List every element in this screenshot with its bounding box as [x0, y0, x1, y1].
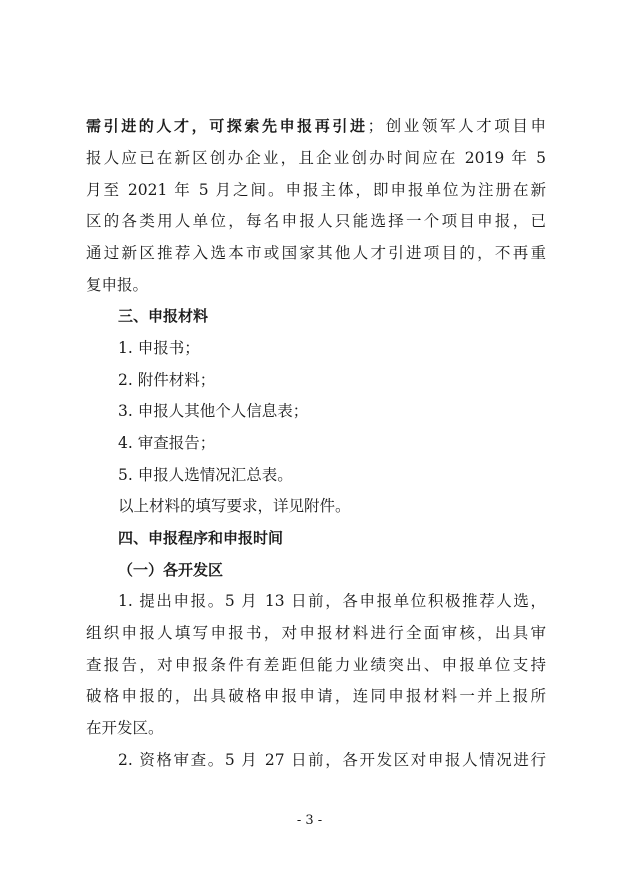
- paragraph-1-line-1: [86, 116, 546, 136]
- paragraph-1-line-1-rest: ；创业领军人才项目申: [367, 117, 546, 135]
- list-item: 3. 申报人其他个人信息表；: [118, 402, 309, 420]
- step-1-line-5: 在开发区。: [86, 719, 164, 737]
- paragraph-1-line-3: 月至 2021 年 5 月之间。申报主体，即申报单位为注册在新: [86, 181, 546, 199]
- paragraph-1-line-4: 区的各类用人单位，每名申报人只能选择一个项目申报，已: [86, 212, 546, 230]
- step-1-line-3: 查报告，对申报条件有差距但能力业绩突出、申报单位支持: [86, 656, 546, 674]
- paragraph-1-line-5: 通过新区推荐入选本市或国家其他人才引进项目的，不再重: [86, 244, 546, 262]
- section-4-heading: 四、申报程序和申报时间: [118, 529, 284, 547]
- bold-phrase: 需引进的人才，可探索先申报再引进: [86, 117, 368, 135]
- section-3-heading: 三、申报材料: [118, 307, 209, 325]
- step-1-line-1: 1. 提出申报。5 月 13 日前，各申报单位积极推荐人选，: [118, 592, 546, 610]
- step-2-line-1: 2. 资格审查。5 月 27 日前，各开发区对申报人情况进行: [118, 751, 546, 769]
- list-item: 4. 审查报告；: [118, 434, 216, 452]
- list-item: 1. 申报书；: [118, 339, 200, 357]
- section-4-subheading: （一）各开发区: [118, 561, 224, 579]
- step-1-line-4: 破格申报的，出具破格申报申请，连同申报材料一并上报所: [86, 687, 546, 705]
- list-item: 2. 附件材料；: [118, 371, 216, 389]
- list-item: 5. 申报人选情况汇总表。: [118, 466, 293, 484]
- section-3-note: 以上材料的填写要求，详见附件。: [118, 497, 351, 515]
- paragraph-1-line-6: 复申报。: [86, 276, 149, 294]
- page-number: - 3 -: [296, 813, 323, 828]
- step-1-line-2: 组织申报人填写申报书，对申报材料进行全面审核，出具审: [86, 624, 546, 642]
- paragraph-1-line-2: 报人应已在新区创办企业，且企业创办时间应在 2019 年 5: [86, 149, 546, 167]
